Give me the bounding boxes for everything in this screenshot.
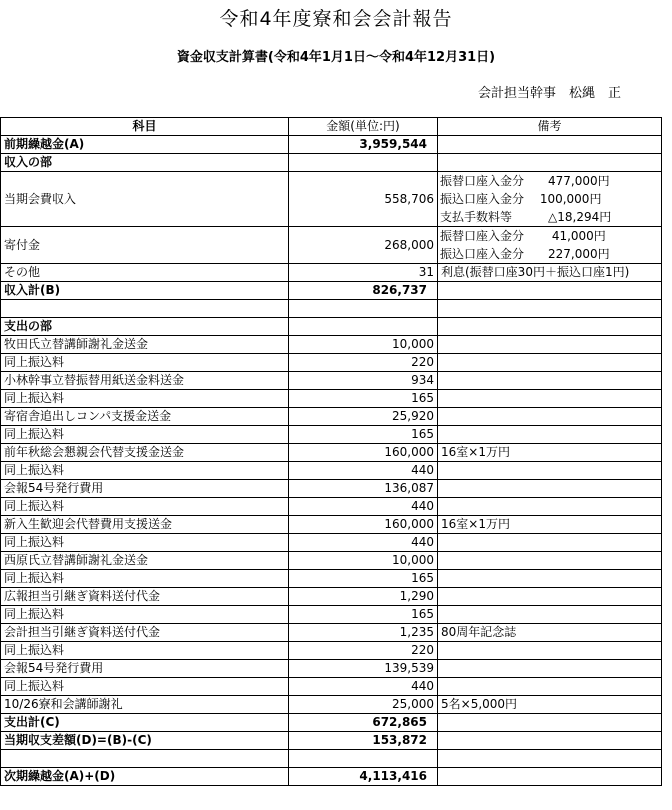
row-amount: 165 [289, 426, 438, 444]
row-note [438, 318, 662, 336]
row-item: 同上振込料 [1, 498, 289, 516]
row-amount: 165 [289, 606, 438, 624]
table-row [1, 318, 662, 336]
row-item: 当期会費収入 [1, 172, 289, 227]
row-item: 会計担当引継ぎ資料送付代金 [1, 624, 289, 642]
table-row [1, 336, 662, 354]
row-note [438, 732, 662, 750]
row-item: 10/26寮和会講師謝礼 [1, 696, 289, 714]
row-item: 寄付金 [1, 227, 289, 264]
row-amount: 165 [289, 390, 438, 408]
row-note [438, 408, 662, 426]
row-amount: 220 [289, 642, 438, 660]
row-amount: 3,959,544 [289, 136, 438, 154]
table-row [1, 570, 662, 588]
table-row [1, 480, 662, 498]
row-amount [289, 154, 438, 172]
row-item: 前年秋総会懇親会代替支援金送金 [1, 444, 289, 462]
report-title: 令和4年度寮和会会計報告 [219, 8, 453, 30]
table-row [1, 408, 662, 426]
row-item: 同上振込料 [1, 390, 289, 408]
table-row [1, 516, 662, 534]
row-item: 支出計(C) [1, 714, 289, 732]
header-amount: 金額(単位:円) [289, 118, 438, 136]
row-amount: 1,290 [289, 588, 438, 606]
row-item: 寄宿舎追出しコンパ支援金送金 [1, 408, 289, 426]
row-note [438, 480, 662, 498]
table-header-row [1, 118, 662, 136]
row-note [438, 498, 662, 516]
row-amount: 826,737 [289, 282, 438, 300]
table-row [1, 534, 662, 552]
row-amount: 672,865 [289, 714, 438, 732]
table-row [1, 282, 662, 300]
row-note [438, 750, 662, 768]
row-amount: 160,000 [289, 516, 438, 534]
row-note: 80周年記念誌 [438, 624, 662, 642]
row-note [438, 354, 662, 372]
row-note [438, 570, 662, 588]
row-amount [289, 300, 438, 318]
table-row [1, 498, 662, 516]
row-item: 西原氏立替講師謝礼金送金 [1, 552, 289, 570]
row-amount: 440 [289, 498, 438, 516]
table-row [1, 444, 662, 462]
table-row [1, 624, 662, 642]
row-note [438, 714, 662, 732]
row-amount: 160,000 [289, 444, 438, 462]
row-note: 5名×5,000円 [438, 696, 662, 714]
row-item: 新入生歓迎会代替費用支援送金 [1, 516, 289, 534]
row-note [438, 136, 662, 154]
row-item: 牧田氏立替講師謝礼金送金 [1, 336, 289, 354]
row-item: 支出の部 [1, 318, 289, 336]
row-amount: 1,235 [289, 624, 438, 642]
row-note [438, 227, 662, 264]
table-body [1, 136, 662, 786]
row-item: 同上振込料 [1, 534, 289, 552]
row-note [438, 606, 662, 624]
row-amount: 10,000 [289, 552, 438, 570]
row-note [438, 552, 662, 570]
row-item [1, 300, 289, 318]
row-note-line: 振替口座入金分 477,000円 [440, 174, 610, 188]
row-item [1, 750, 289, 768]
row-amount: 25,920 [289, 408, 438, 426]
row-amount: 25,000 [289, 696, 438, 714]
table-row [1, 372, 662, 390]
row-note [438, 768, 662, 786]
table-row [1, 714, 662, 732]
table-row [1, 154, 662, 172]
row-item: 同上振込料 [1, 570, 289, 588]
row-item: 会報54号発行費用 [1, 480, 289, 498]
row-note [438, 372, 662, 390]
row-amount: 440 [289, 534, 438, 552]
table-row [1, 390, 662, 408]
table-row [1, 136, 662, 154]
table-row [1, 696, 662, 714]
row-note [438, 282, 662, 300]
row-amount [289, 318, 438, 336]
header-note: 備考 [438, 118, 662, 136]
table-row [1, 660, 662, 678]
row-note [438, 390, 662, 408]
table-row [1, 768, 662, 786]
row-amount: 558,706 [289, 172, 438, 227]
table-row [1, 588, 662, 606]
row-note: 16室×1万円 [438, 444, 662, 462]
row-amount: 136,087 [289, 480, 438, 498]
row-amount: 153,872 [289, 732, 438, 750]
row-note: 利息(振替口座30円＋振込口座1円) [438, 264, 662, 282]
row-note [438, 678, 662, 696]
row-amount: 440 [289, 678, 438, 696]
row-item: 同上振込料 [1, 606, 289, 624]
row-amount: 440 [289, 462, 438, 480]
table-row [1, 426, 662, 444]
row-note [438, 534, 662, 552]
table-row [1, 732, 662, 750]
row-note [438, 588, 662, 606]
table-row [1, 264, 662, 282]
row-note [438, 660, 662, 678]
row-amount: 220 [289, 354, 438, 372]
table-row [1, 300, 662, 318]
row-item: 小林幹事立替振替用紙送金料送金 [1, 372, 289, 390]
cash-flow-table [0, 117, 662, 786]
row-amount: 10,000 [289, 336, 438, 354]
row-note [438, 642, 662, 660]
row-item: 当期収支差額(D)=(B)-(C) [1, 732, 289, 750]
row-item: 収入計(B) [1, 282, 289, 300]
header-item: 科目 [1, 118, 289, 136]
table-row [1, 606, 662, 624]
row-item: 収入の部 [1, 154, 289, 172]
table-row [1, 172, 662, 227]
report-subtitle: 資金収支計算書(令和4年1月1日～令和4年12月31日) [176, 50, 496, 65]
table-row [1, 227, 662, 264]
row-note [438, 300, 662, 318]
row-item: その他 [1, 264, 289, 282]
table-row [1, 462, 662, 480]
row-note [438, 462, 662, 480]
row-amount: 165 [289, 570, 438, 588]
row-note-line: 振替口座入金分 41,000円 [440, 229, 606, 243]
treasurer-signature: 会計担当幹事 松縄 正 [478, 86, 622, 101]
row-item: 同上振込料 [1, 354, 289, 372]
table-row [1, 678, 662, 696]
row-note [438, 154, 662, 172]
row-note [438, 426, 662, 444]
row-amount [289, 750, 438, 768]
row-item: 次期繰越金(A)+(D) [1, 768, 289, 786]
row-amount: 31 [289, 264, 438, 282]
row-item: 同上振込料 [1, 678, 289, 696]
row-note-line: 振込口座入金分 100,000円 [440, 192, 602, 206]
row-item: 広報担当引継ぎ資料送付代金 [1, 588, 289, 606]
table-row [1, 552, 662, 570]
row-item: 会報54号発行費用 [1, 660, 289, 678]
row-amount: 139,539 [289, 660, 438, 678]
row-item: 同上振込料 [1, 426, 289, 444]
row-item: 同上振込料 [1, 462, 289, 480]
table-row [1, 750, 662, 768]
row-amount: 934 [289, 372, 438, 390]
table-row [1, 642, 662, 660]
table-row [1, 354, 662, 372]
row-note-line: 振込口座入金分 227,000円 [440, 247, 610, 261]
row-note [438, 336, 662, 354]
row-item: 前期繰越金(A) [1, 136, 289, 154]
row-note-line: 支払手数料等 △18,294円 [440, 210, 612, 224]
row-item: 同上振込料 [1, 642, 289, 660]
row-note [438, 172, 662, 227]
row-amount: 268,000 [289, 227, 438, 264]
row-note: 16室×1万円 [438, 516, 662, 534]
row-amount: 4,113,416 [289, 768, 438, 786]
